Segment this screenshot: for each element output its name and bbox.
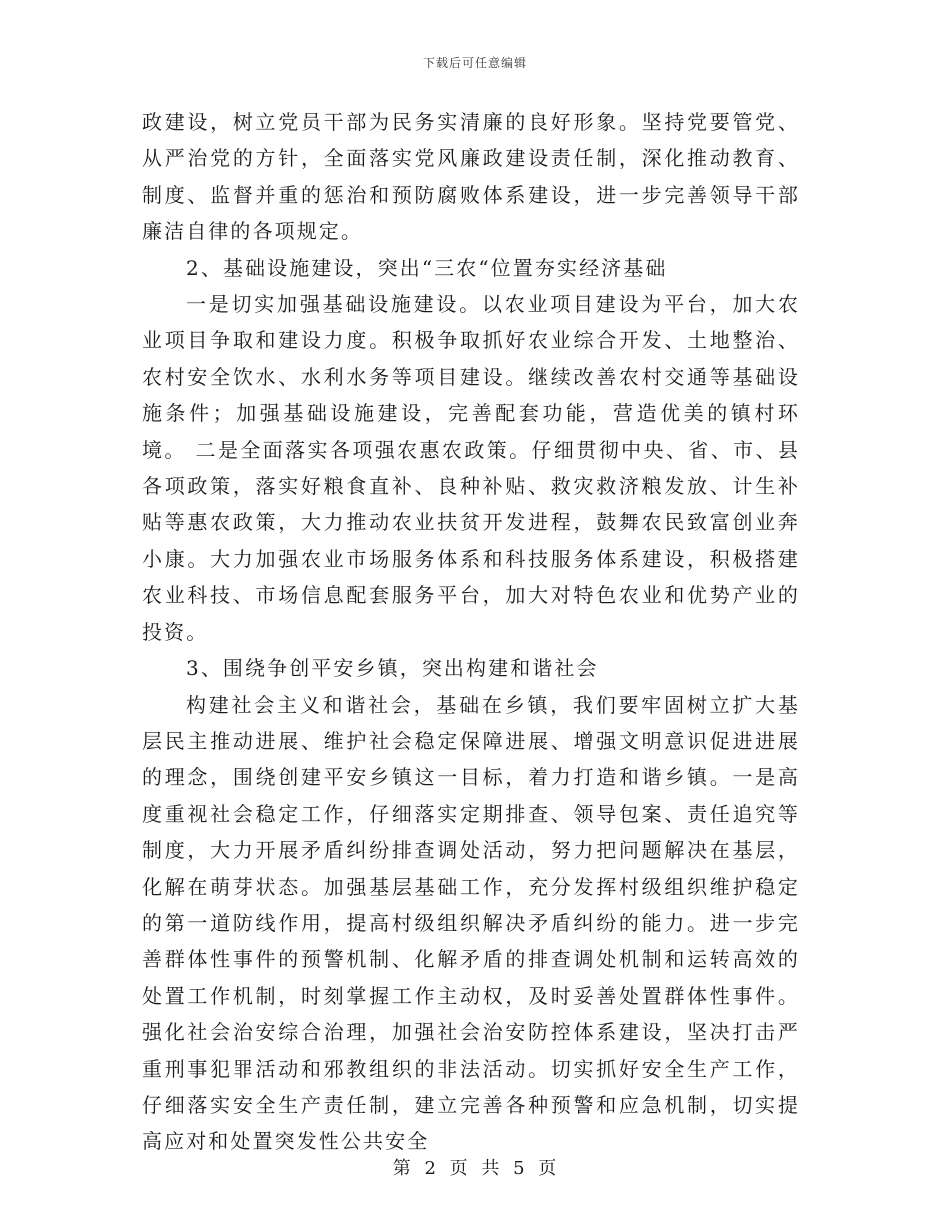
paragraph-infrastructure: 一是切实加强基础设施建设。以农业项目建设为平台，加大农业项目争取和建设力度。积极争取抓好农业综合开发、土地整治、农村安全饮水、水利水务等项目建设。继续改善农村交通等基础设施条件；加强基础设施建设，完善配套功能，营造优美的镇村环境。 二是全面落实各项强农惠农政策。仔细贯彻中央、省、市、县各项政策，落实好粮食直补、良种补贴、救灾救济粮发放、计生补贴等惠农政策，大力推动农业扶贫开发进程，鼓舞农民致富创业奔小康。大力加强农业市场服务体系和科技服务体系建设，积极搭建农业科技、市场信息配套服务平台，加大对特色农业和优势产业的投资。	[142, 292, 800, 644]
document-body	[142, 104, 800, 1160]
section-heading-infrastructure: 2、基础设施建设，突出“三农“位置夯实经济基础	[186, 255, 668, 280]
paragraph-continuation: 政建设，树立党员干部为民务实清廉的良好形象。坚持党要管党、从严治党的方针，全面落实党风廉政建设责任制，深化推动教育、制度、监督并重的惩治和预防腐败体系建设，进一步完善领导干部廉洁自律的各项规定。	[142, 110, 800, 244]
page-header-note: 下载后可任意编辑	[422, 56, 527, 70]
section-heading-harmony: 3、围绕争创平安乡镇，突出构建和谐社会	[186, 656, 599, 681]
paragraph-harmony: 构建社会主义和谐社会，基础在乡镇，我们要牢固树立扩大基层民主推动进展、维护社会稳定保障进展、增强文明意识促进进展的理念，围绕创建平安乡镇这一目标，着力打造和谐乡镇。一是高度重视社会稳定工作，仔细落实定期排查、领导包案、责任追究等制度，大力开展矛盾纠纷排查调处活动，努力把问题解决在基层，化解在萌芽状态。加强基层基础工作，充分发挥村级组织维护稳定的第一道防线作用，提高村级组织解决矛盾纠纷的能力。进一步完善群体性事件的预警机制、化解矛盾的排查调处机制和运转高效的处置工作机制，时刻掌握工作主动权，及时妥善处置群体性事件。强化社会治安综合治理，加强社会治安防控体系建设，坚决打击严重刑事犯罪活动和邪教组织的非法活动。切实抓好安全生产工作，仔细落实安全生产责任制，建立完善各种预警和应急机制，切实提高应对和处置突发性公共安全	[142, 692, 800, 1154]
page-number: 第 2 页 共 5 页	[392, 1158, 558, 1179]
